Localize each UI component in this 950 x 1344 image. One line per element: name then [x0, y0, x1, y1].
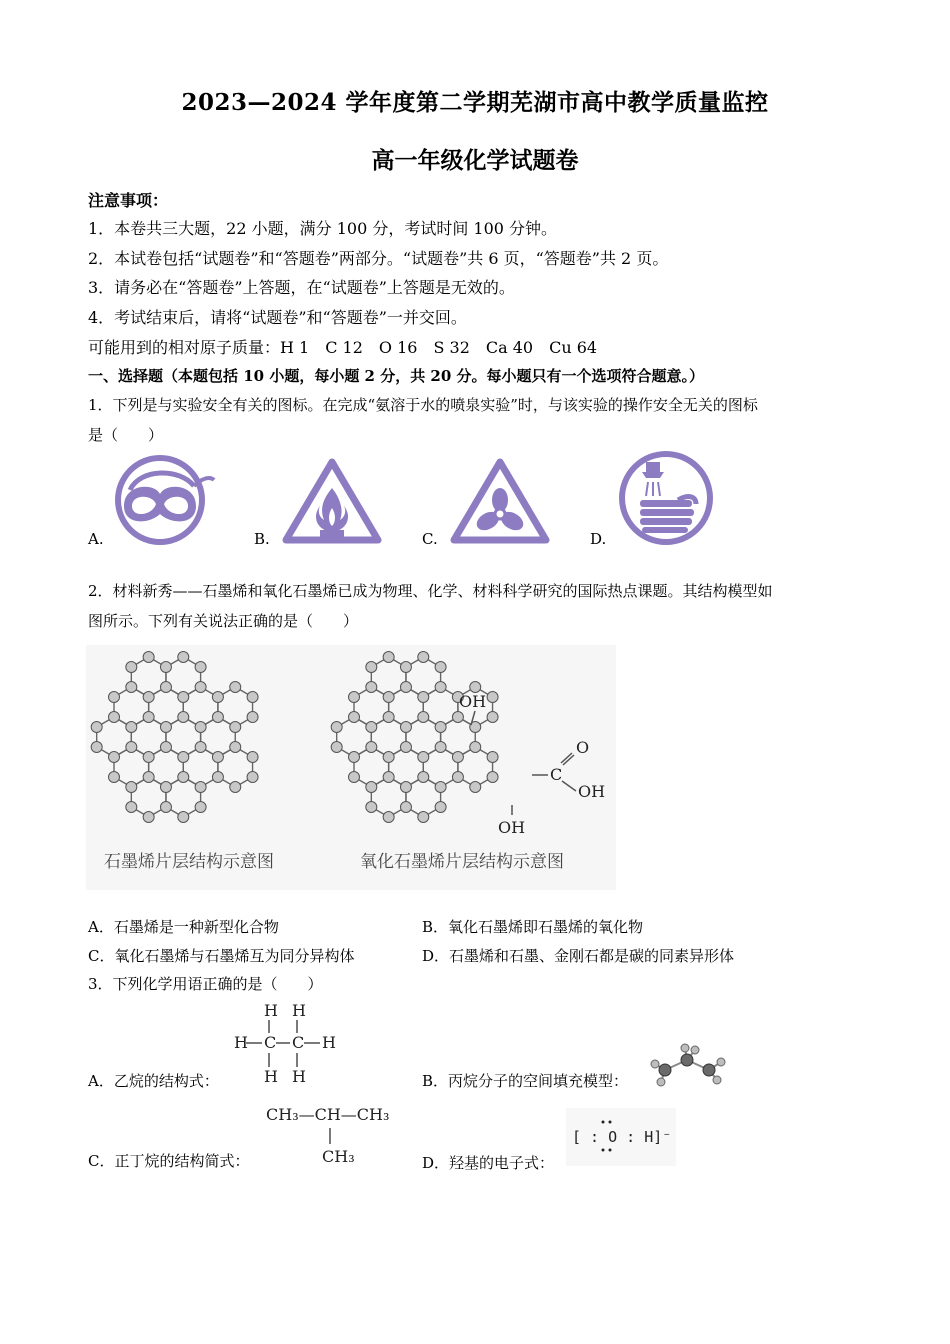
carbon-atom	[178, 812, 189, 823]
q1-stem: 1．下列是与实验安全有关的图标。在完成“氨溶于水的喷泉实验”时，与该实验的操作安全无关的图标	[88, 396, 758, 414]
carbon-atom	[435, 662, 446, 673]
carbon-atom	[143, 812, 154, 823]
carbon-atom	[212, 692, 223, 703]
handwash-icon	[616, 450, 720, 546]
carbon-atom	[452, 712, 463, 723]
carbon-atom	[400, 682, 411, 693]
carbon-atom	[435, 802, 446, 813]
carbon-atom	[383, 692, 394, 703]
ethane-c: C	[264, 1033, 277, 1052]
q1-option-c: C.	[422, 530, 438, 548]
graphene-figure	[86, 645, 616, 890]
butane-main-chain: CH₃—CH—CH₃	[266, 1105, 390, 1124]
carbon-atom	[160, 662, 171, 673]
carbon-atom	[435, 742, 446, 753]
carbon-atom	[143, 772, 154, 783]
carbon-atom	[383, 812, 394, 823]
carbon-atom	[349, 692, 360, 703]
carbon-atom	[435, 722, 446, 733]
carbon-atom	[366, 802, 377, 813]
carbon-atom	[418, 692, 429, 703]
carbon-atom	[91, 742, 102, 753]
carbon-atom	[143, 752, 154, 763]
carbon-atom	[230, 742, 241, 753]
carbon-atom	[160, 742, 171, 753]
carbon-atom	[383, 772, 394, 783]
q1-option-d: D.	[590, 530, 607, 548]
carbon-atom	[452, 772, 463, 783]
section-heading: 一、选择题（本题包括 10 小题，每小题 2 分，共 20 分。每小题只有一个选项符合题意。）	[88, 367, 705, 385]
carbon-atom	[195, 782, 206, 793]
carbon-atom	[383, 712, 394, 723]
carbon-atom	[143, 712, 154, 723]
carbon-atom	[418, 812, 429, 823]
graphene-caption: 石墨烯片层结构示意图	[104, 852, 274, 872]
q3-option-d: D．羟基的电子式：	[422, 1154, 555, 1172]
carbon-atom	[400, 722, 411, 733]
notice-item: 3．请务必在“答题卷”上答题，在“试题卷”上答题是无效的。	[88, 278, 515, 297]
q3-option-b: B．丙烷分子的空间填充模型：	[422, 1072, 629, 1090]
carboxyl-oh-label: OH	[578, 782, 606, 801]
ethane-h: H	[234, 1033, 248, 1052]
carbon-atom	[195, 682, 206, 693]
notice-item: 4．考试结束后，请将“试题卷”和“答题卷”一并交回。	[88, 308, 467, 327]
carbon-atom	[143, 692, 154, 703]
goggles-icon	[110, 454, 220, 546]
carbon-atom	[349, 752, 360, 763]
carbon-atom	[230, 682, 241, 693]
exam-subtitle: 高一年级化学试题卷	[371, 147, 579, 174]
carbon-atom	[452, 752, 463, 763]
carbon-atom	[160, 802, 171, 813]
ethane-c: C	[292, 1033, 305, 1052]
ethane-h: H	[264, 1067, 278, 1086]
carbon-atom	[331, 722, 342, 733]
ethane-h: H	[264, 1001, 278, 1020]
carbon-atom	[470, 682, 481, 693]
carbon-atom	[247, 752, 258, 763]
carbon-atom	[195, 722, 206, 733]
q1-option-b: B.	[254, 530, 270, 548]
carbon-atom	[418, 712, 429, 723]
carbon-atom	[435, 682, 446, 693]
carbon-atom	[470, 782, 481, 793]
notice-item: 1．本卷共三大题，22 小题，满分 100 分，考试时间 100 分钟。	[88, 219, 558, 238]
notice-item: 2．本试卷包括“试题卷”和“答题卷”两部分。“试题卷”共 6 页，“答题卷”共 2 页。	[88, 249, 669, 268]
oh-label-bottom: OH	[498, 818, 526, 837]
carbon-atom	[160, 782, 171, 793]
q2-option-a: A．石墨烯是一种新型化合物	[88, 918, 279, 936]
carbon-atom	[366, 662, 377, 673]
carbon-atom	[143, 652, 154, 663]
carbon-atom	[160, 682, 171, 693]
carbon-atom	[487, 712, 498, 723]
q3-option-a: A．乙烷的结构式：	[88, 1072, 219, 1090]
carbon-atom	[91, 722, 102, 733]
carbon-atom	[418, 652, 429, 663]
hydroxyl-formula-text: [ : O : H]⁻	[572, 1128, 672, 1146]
carbon-atom	[126, 782, 137, 793]
carbon-atom	[418, 752, 429, 763]
carbon-atom	[366, 742, 377, 753]
carbon-atom	[126, 802, 137, 813]
carbon-atom	[109, 772, 120, 783]
carbon-atom	[349, 772, 360, 783]
flame-icon	[282, 458, 382, 546]
carbon-atom	[212, 752, 223, 763]
carbon-atom	[470, 742, 481, 753]
q2-option-b: B．氧化石墨烯即石墨烯的氧化物	[422, 918, 644, 936]
carbon-atom	[487, 772, 498, 783]
carboxyl-o-label: O	[576, 738, 590, 757]
q2-option-c: C．氧化石墨烯与石墨烯互为同分异构体	[88, 947, 355, 965]
fan-icon	[450, 458, 550, 546]
carbon-atom	[126, 682, 137, 693]
carbon-atom	[195, 742, 206, 753]
carbon-atom	[349, 712, 360, 723]
carbon-atom	[178, 772, 189, 783]
carbon-atom	[400, 782, 411, 793]
q1-stem-cont: 是（ ）	[88, 426, 164, 444]
notice-heading: 注意事项：	[88, 191, 169, 210]
carbon-atom	[400, 662, 411, 673]
carbon-atom	[178, 692, 189, 703]
carbon-atom	[487, 692, 498, 703]
carboxyl-c-label: C	[550, 765, 563, 784]
carbon-atom	[230, 722, 241, 733]
carbon-atom	[109, 752, 120, 763]
carbon-atom	[366, 782, 377, 793]
carbon-atom	[195, 802, 206, 813]
q2-option-d: D．石墨烯和石墨、金刚石都是碳的同素异形体	[422, 947, 735, 965]
q3-stem: 3．下列化学用语正确的是（ ）	[88, 975, 323, 993]
carbon-atom	[109, 692, 120, 703]
carbon-atom	[126, 742, 137, 753]
carbon-atom	[212, 712, 223, 723]
carbon-atom	[212, 772, 223, 783]
q2-stem: 2．材料新秀——石墨烯和氧化石墨烯已成为物理、化学、材料科学研究的国际热点课题。其结构模型如	[88, 582, 773, 600]
ethane-h: H	[322, 1033, 336, 1052]
carbon-atom	[178, 652, 189, 663]
q3-option-c: C．正丁烷的结构简式：	[88, 1152, 250, 1170]
carbon-atom	[383, 652, 394, 663]
oh-label-top: OH	[459, 692, 487, 711]
carbon-atom	[247, 712, 258, 723]
carbon-atom	[418, 772, 429, 783]
q1-option-a: A.	[88, 530, 104, 548]
carbon-atom	[230, 782, 241, 793]
graphene-oxide-caption: 氧化石墨烯片层结构示意图	[360, 852, 564, 872]
carbon-atom	[400, 802, 411, 813]
q2-stem-cont: 图所示。下列有关说法正确的是（ ）	[88, 612, 359, 630]
carbon-atom	[126, 662, 137, 673]
carbon-atom	[247, 692, 258, 703]
carbon-atom	[178, 712, 189, 723]
butane-formula	[262, 1100, 422, 1170]
ethane-structure	[232, 1000, 342, 1090]
exam-title: 2023—2024 学年度第二学期芜湖市高中教学质量监控	[181, 89, 769, 116]
carbon-atom	[160, 722, 171, 733]
carbon-atom	[383, 752, 394, 763]
atomic-masses: 可能用到的相对原子质量：H 1 C 12 O 16 S 32 Ca 40 Cu 64	[88, 338, 598, 357]
propane-model	[645, 1040, 735, 1090]
carbon-atom	[109, 712, 120, 723]
carbon-atom	[435, 782, 446, 793]
carbon-atom	[178, 752, 189, 763]
carbon-atom	[400, 742, 411, 753]
ethane-h: H	[292, 1067, 306, 1086]
carbon-atom	[366, 682, 377, 693]
carbon-atom	[331, 742, 342, 753]
hydroxyl-electron-formula	[566, 1108, 676, 1166]
carbon-atom	[487, 752, 498, 763]
carbon-atom	[247, 772, 258, 783]
butane-branch: CH₃	[322, 1147, 355, 1166]
ethane-h: H	[292, 1001, 306, 1020]
carbon-atom	[366, 722, 377, 733]
carbon-atom	[126, 722, 137, 733]
carbon-atom	[195, 662, 206, 673]
